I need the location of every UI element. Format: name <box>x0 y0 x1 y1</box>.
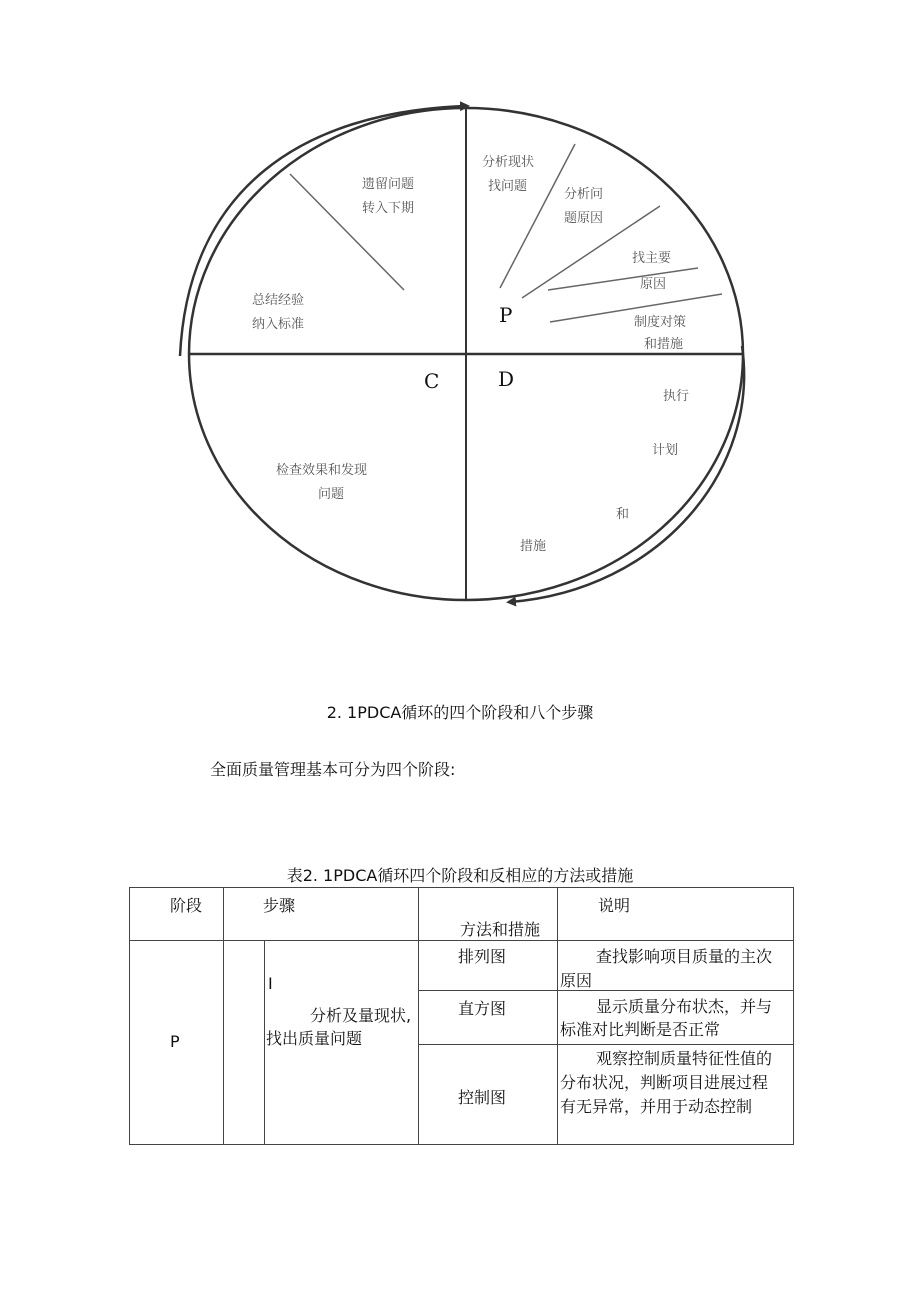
table-border-left <box>129 887 130 1145</box>
method-pareto: 排列图 <box>458 947 507 966</box>
desc-histogram-line2: 标准对比判断是否正常 <box>560 1020 721 1039</box>
table-border-top <box>129 887 794 888</box>
d-text-1: 执行 <box>663 389 690 404</box>
header-stage: 阶段 <box>170 896 203 915</box>
header-desc: 说明 <box>598 896 631 915</box>
desc-control-line1: 观察控制质量特征性值的 <box>596 1049 773 1068</box>
intro-paragraph: 全面质量管理基本可分为四个阶段: <box>210 760 456 779</box>
table-border-bottom <box>129 1144 794 1145</box>
desc-control-line3: 有无异常，并用于动态控制 <box>560 1097 753 1116</box>
table-row-divider-1 <box>418 990 794 991</box>
table-col-divider-4 <box>557 887 558 1145</box>
table-row-divider-2 <box>418 1044 794 1045</box>
a-text2-line1: 遗留问题 <box>362 177 415 192</box>
table-border-right <box>793 887 794 1145</box>
desc-histogram-line1: 显示质量分布状杰，并与 <box>596 997 773 1016</box>
row-step-line1: 分析及量现状, <box>310 1006 412 1025</box>
phase-p-label: P <box>499 303 513 327</box>
p-divider-3 <box>548 268 698 290</box>
row-step-line2: 找出质量问题 <box>266 1029 363 1048</box>
p-step-2-line2: 题原因 <box>564 211 604 226</box>
p-step-2-line1: 分析问 <box>564 187 604 202</box>
p-step-4-line1: 制度对策 <box>634 315 687 330</box>
table-col-divider-3 <box>418 887 419 1145</box>
d-text-4: 措施 <box>520 539 547 554</box>
a-text-line1: 总结经验 <box>252 293 305 308</box>
table-col-divider-2 <box>264 940 265 1145</box>
table-title: 表2. 1PDCA循环四个阶段和反相应的方法或措施 <box>286 866 634 885</box>
method-histogram: 直方图 <box>458 999 507 1018</box>
figure-caption: 2. 1PDCA循环的四个阶段和八个步骤 <box>326 703 594 722</box>
a-text2-line2: 转入下期 <box>362 201 415 216</box>
row-stage: P <box>170 1032 180 1051</box>
pdca-cycle-diagram <box>0 0 920 640</box>
desc-pareto-line1: 查找影响项目质量的主次 <box>596 947 773 966</box>
d-text-2: 计划 <box>652 443 679 458</box>
p-step-3-line2: 原因 <box>640 277 667 292</box>
d-text-3: 和 <box>616 507 630 522</box>
header-method: 方法和措施 <box>460 920 541 939</box>
phase-c-label: C <box>424 369 440 393</box>
row-step-number: I <box>268 974 273 993</box>
c-text-line1: 检查效果和发现 <box>276 463 368 478</box>
phase-d-label: D <box>498 367 515 391</box>
c-text-line2: 问题 <box>318 487 345 502</box>
table-col-divider-1 <box>223 887 224 1145</box>
desc-control-line2: 分布状况，判断项目进展过程 <box>560 1073 769 1092</box>
p-step-1-line1: 分析现状 <box>482 155 535 170</box>
desc-pareto-line2: 原因 <box>560 971 593 990</box>
method-control-chart: 控制图 <box>458 1088 507 1107</box>
p-step-1-line2: 找问题 <box>488 179 528 194</box>
p-step-3-line1: 找主要 <box>632 251 672 266</box>
p-step-4-line2: 和措施 <box>644 337 684 352</box>
a-text-line2: 纳入标准 <box>252 317 305 332</box>
header-step: 步骤 <box>263 896 296 915</box>
